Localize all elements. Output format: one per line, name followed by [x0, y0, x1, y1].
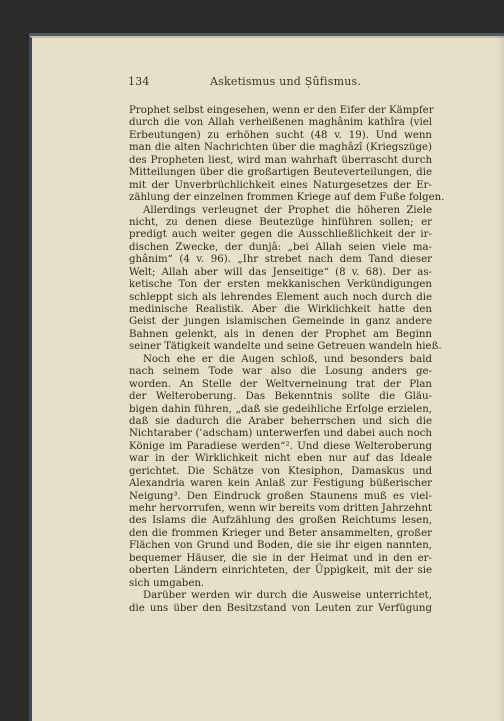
text-line: des Islams die Aufzählung des großen Reichtums lesen,	[129, 515, 432, 527]
page-edge-shadow	[498, 36, 504, 721]
text-line: Könige im Paradiese werden“². Und diese Welteroberung	[129, 440, 432, 452]
text-line: Allerdings verleugnet der Prophet die höheren Ziele	[143, 204, 432, 216]
text-line: Nichtaraber (ʿadscham) unterwerfen und dabei auch noch	[129, 428, 432, 440]
text-line: zählung der einzelnen frommen Kriege auf dem Fuße folgen.	[129, 192, 445, 204]
text-line: nicht, zu denen diese Beutezüge hinführen sollen; er	[129, 216, 432, 228]
text-line: Bahnen gelenkt, als in denen der Prophet am Beginn	[129, 328, 432, 340]
text-line: ketische Ton der ersten mekkanischen Verkündigungen	[129, 279, 432, 291]
text-line: medinische Realistik. Aber die Wirklichkeit hatte den	[129, 304, 432, 315]
text-line: Noch ehe er die Augen schloß, und besonders bald	[143, 353, 432, 365]
text-line: worden. An Stelle der Weltverneinung trat der Plan	[129, 378, 432, 390]
running-title: Asketismus und Ṣûfismus.	[210, 75, 362, 88]
text-line: gerichtet. Die Schätze von Ktesiphon, Damaskus und	[129, 465, 432, 477]
text-line: mit der Unverbrüchlichkeit eines Naturgesetzes der Er-	[129, 179, 432, 191]
text-line: Geist der jungen islamischen Gemeinde in ganz andere	[129, 316, 432, 328]
text-line: Prophet selbst eingesehen, wenn er den Eifer der Kämpfer	[129, 105, 434, 116]
text-line: nach seinem Tode war also die Losung anders ge-	[129, 366, 432, 378]
text-line: oberten Ländern einrichteten, der Üppigkeit, mit der sie	[129, 565, 432, 577]
text-line: Welt; Allah aber will das Jenseitige“ (8 v. 68). Der as-	[129, 266, 432, 278]
text-line: ghânim“ (4 v. 96). „Ihr strebet nach dem Tand dieser	[129, 254, 432, 266]
text-line: den die frommen Krieger und Beter ansammelten, großer	[129, 527, 432, 539]
text-line: man die alten Nachrichten über die maghâzî (Kriegszüge)	[129, 142, 432, 154]
text-line: war in der Wirklichkeit nicht eben nur auf das Ideale	[129, 453, 432, 465]
text-line: seiner Tätigkeit wandelte und seine Getreuen wandeln hieß.	[129, 341, 442, 353]
text-line: daß sie dadurch die Araber beherrschen und sich die	[129, 415, 432, 427]
text-line: Erbeutungen) zu erhöhen sucht (48 v. 19). Und wenn	[129, 129, 432, 141]
text-line: sich umgaben.	[129, 577, 205, 589]
text-line: schleppt sich als lehrendes Element auch noch durch die	[129, 291, 432, 303]
text-line: der Welteroberung. Das Bekenntnis sollte die Gläu-	[129, 391, 432, 403]
text-line: Darüber werden wir durch die Ausweise unterrichtet,	[143, 590, 432, 602]
text-line: Flächen von Grund und Boden, die sie ihr eigen nannten,	[129, 540, 432, 552]
page-number: 134	[128, 75, 150, 88]
text-line: mehr hervorrufen, wenn wir bereits vom dritten Jahrzehnt	[129, 503, 432, 514]
text-line: Mitteilungen über die großartigen Beuteverteilungen, die	[129, 167, 432, 179]
text-line: bequemer Häuser, die sie in der Heimat und in den er-	[129, 552, 432, 564]
body-text	[129, 105, 445, 615]
text-line: predigt auch weiter gegen die Ausschließlichkeit der ir-	[129, 229, 432, 241]
text-line: bigen dahin führen, „daß sie gedeihliche Erfolge erzielen,	[129, 403, 432, 415]
text-line: dischen Zwecke, der dunjâ: „bei Allah seien viele ma-	[129, 241, 432, 253]
text-line: die uns über den Besitzstand von Leuten zur Verfügung	[129, 602, 432, 614]
text-line: Alexandria waren kein Anlaß zur Festigung büßerischer	[129, 478, 432, 490]
text-line: des Propheten liest, wird man wahrhaft überrascht durch	[129, 154, 432, 166]
text-line: durch die von Allah verheißenen maghânim kathîra (viel	[129, 117, 432, 129]
text-line: Neigung³. Den Eindruck großen Staunens muß es viel-	[129, 490, 432, 502]
